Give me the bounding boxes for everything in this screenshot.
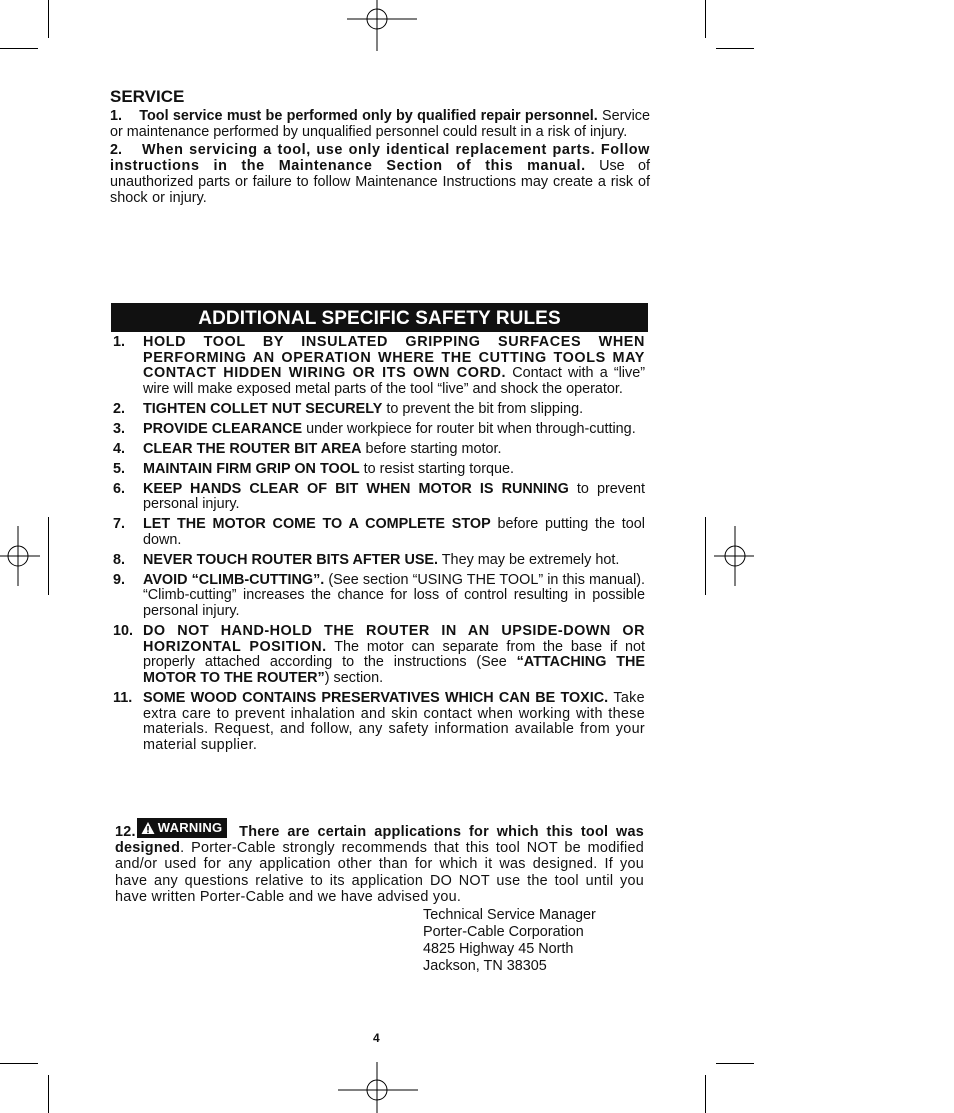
- rule-number: 8.: [113, 551, 126, 568]
- warning-paragraph: [115, 818, 644, 905]
- rule-heading: NEVER TOUCH ROUTER BITS AFTER USE.: [143, 551, 439, 568]
- rule-heading: MAINTAIN FIRM GRIP ON TOOL: [143, 460, 360, 477]
- rule-number: 3.: [113, 420, 126, 437]
- registration-mark-icon: [347, 0, 417, 51]
- rule-number: 5.: [113, 460, 126, 477]
- service-section: [110, 86, 650, 208]
- safety-rules-banner: ADDITIONAL SPECIFIC SAFETY RULES: [111, 303, 648, 332]
- address-line: Technical Service Manager: [423, 907, 596, 923]
- rule-heading: TIGHTEN COLLET NUT SECURELY: [143, 401, 383, 417]
- rule-number: 10.: [113, 622, 134, 639]
- rule-text: Contact with a “live” wire will make exposed metal parts of the tool “live” and shock the operator.: [143, 365, 645, 398]
- warning-text: . Porter-Cable strongly recommends that this tool NOT be modified and/or used for any application other than for which it was designed. If you have any questions relative to its application DO NOT use the tool until you have written Porter-Cable and we have advised you.: [115, 840, 644, 905]
- service-item-2: [110, 142, 650, 206]
- rule-heading: KEEP HANDS CLEAR OF BIT WHEN MOTOR IS RUNNING: [143, 480, 569, 497]
- warning-badge: [137, 818, 228, 838]
- service-item-number: 2.: [110, 142, 123, 158]
- list-item: [113, 553, 645, 569]
- rule-heading: DO NOT HAND-HOLD THE ROUTER IN AN UPSIDE-DOWN OR HORIZONTAL POSITION.: [143, 622, 645, 655]
- service-item-bold: When servicing a tool, use only identical replacement parts. Follow instructions in the Maintenance Section of this manual.: [110, 142, 650, 174]
- rule-number: 11.: [113, 689, 133, 706]
- rule-text: to prevent personal injury.: [143, 480, 645, 513]
- list-item: [113, 482, 645, 513]
- rule-heading: AVOID “CLIMB-CUTTING”.: [143, 571, 325, 588]
- rule-text: Take extra care to prevent inhalation and skin contact when working with these materials. Request, and follow, any safety information available from your material supplier.: [143, 689, 645, 754]
- service-item-bold: Tool service must be performed only by qualified repair personnel.: [139, 108, 598, 124]
- list-item: [113, 422, 645, 438]
- rule-text: before putting the tool down.: [143, 516, 645, 548]
- rule-heading: CLEAR THE ROUTER BIT AREA: [143, 440, 362, 457]
- address-line: 4825 Highway 45 North: [423, 941, 574, 957]
- list-item: [113, 573, 645, 620]
- list-item: [113, 691, 645, 754]
- page-number: 4: [373, 1031, 380, 1045]
- rule-number: 9.: [113, 571, 126, 588]
- rule-number: 7.: [113, 516, 126, 533]
- rule-text: before starting motor.: [361, 440, 502, 457]
- service-item-text: Service or maintenance performed by unqualified personnel could result in a risk of injury.: [110, 108, 651, 140]
- list-item: [113, 624, 645, 687]
- list-item: [113, 462, 645, 478]
- warning-badge-label: WARNING: [157, 819, 223, 835]
- rule-text: ) section.: [324, 670, 384, 687]
- rule-text: They may be extremely hot.: [438, 551, 620, 568]
- rule-heading: HOLD TOOL BY INSULATED GRIPPING SURFACES WHEN PERFORMING AN OPERATION WHERE THE CUTTING TOOLS MAY CONTACT HIDDEN WIRING OR ITS OWN CORD.: [143, 334, 645, 382]
- service-item-number: 1.: [110, 108, 123, 124]
- rule-heading: LET THE MOTOR COME TO A COMPLETE STOP: [143, 516, 491, 533]
- warning-triangle-icon: [141, 821, 155, 835]
- rule-text: The motor can separate from the base if not properly attached according to the instructions (See: [143, 638, 646, 671]
- safety-rules-list: [113, 335, 645, 758]
- service-item-text: Use of unauthorized parts or failure to follow Maintenance Instructions may create a risk of shock or injury.: [110, 158, 651, 206]
- registration-mark-icon: [714, 526, 754, 586]
- rule-number: 4.: [113, 440, 126, 457]
- registration-mark-icon: [338, 1062, 418, 1113]
- rule-number: 1.: [113, 334, 126, 350]
- address-line: Jackson, TN 38305: [423, 958, 547, 974]
- service-title: SERVICE: [110, 87, 185, 106]
- rule-text: under workpiece for router bit when through-cutting.: [302, 420, 636, 437]
- rule-text: (See section “USING THE TOOL” in this manual). “Climb-cutting” increases the chance for loss of control resulting in possible personal injury.: [143, 571, 645, 620]
- rule-number: 12.: [115, 824, 136, 840]
- list-item: [113, 335, 645, 398]
- warning-heading: There are certain applications for which this tool was designed: [115, 824, 644, 857]
- rule-heading: SOME WOOD CONTAINS PRESERVATIVES WHICH CAN BE TOXIC.: [143, 689, 609, 706]
- list-item: [113, 517, 645, 548]
- service-item-1: [110, 108, 650, 140]
- rule-number: 2.: [113, 401, 126, 417]
- list-item: [113, 402, 645, 418]
- registration-mark-icon: [0, 526, 40, 586]
- rule-text: to resist starting torque.: [359, 460, 515, 477]
- rule-number: 6.: [113, 480, 126, 497]
- list-item: [113, 442, 645, 458]
- rule-text: to prevent the bit from slipping.: [382, 401, 584, 417]
- contact-address: [423, 907, 596, 975]
- rule-heading: “ATTACHING THE MOTOR TO THE ROUTER”: [143, 654, 645, 687]
- address-line: Porter-Cable Corporation: [423, 924, 584, 940]
- rule-heading: PROVIDE CLEARANCE: [143, 420, 303, 437]
